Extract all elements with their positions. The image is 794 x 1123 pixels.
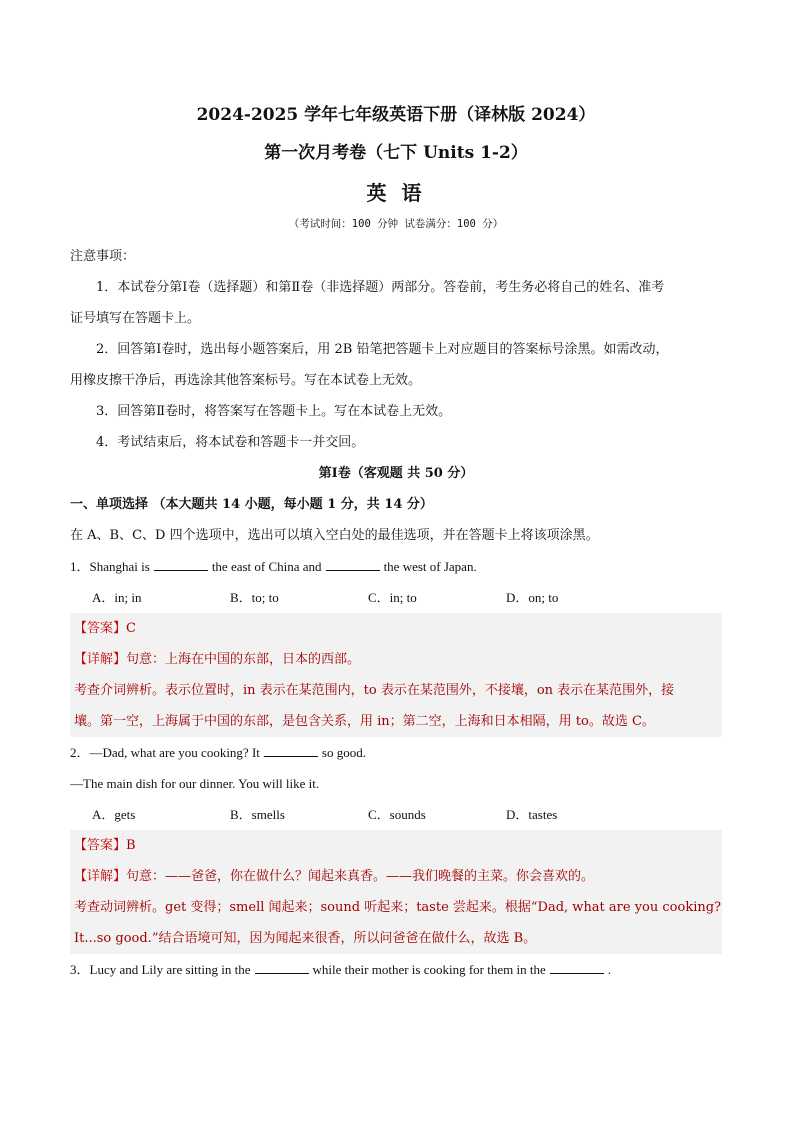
stem-text: 1．Shanghai is: [70, 559, 150, 574]
answer-blank: [326, 556, 380, 571]
stem-text: 2．—Dad, what are you cooking? It: [70, 745, 260, 760]
analysis-line: It...so good.”结合语境可知，因为闻起来很香，所以问爸爸在做什么，故选 B。: [74, 931, 537, 946]
notice-line: 4．考试结束后，将本试卷和答题卡一并交回。: [96, 435, 365, 450]
answer-line: [70, 613, 722, 644]
question-stem: [70, 737, 722, 768]
detail-text: 句意：——爸爸，你在做什么？闻起来真香。——我们晚餐的主菜。你会喜欢的。: [126, 869, 595, 884]
stem-text: the west of Japan.: [383, 559, 477, 574]
section-title: 一、单项选择 （本大题共 14 小题，每小题 1 分，共 14 分）: [70, 497, 433, 512]
stem-text: while their mother is cooking for them in the: [312, 962, 546, 977]
detail-tag: 【详解】: [74, 652, 127, 667]
answer-line: [70, 830, 722, 861]
question-stem: [70, 551, 722, 582]
option-b: B．to; to: [230, 590, 279, 605]
notice-line: 1．本试卷分第Ⅰ卷（选择题）和第Ⅱ卷（非选择题）两部分。答卷前，考生务必将自己的姓名、准考: [96, 280, 665, 295]
exam-subtitle: 第一次月考卷（七下 Units 1-2）: [264, 143, 528, 163]
option-c: C．sounds: [368, 807, 426, 822]
answer-box: [70, 613, 722, 737]
notice-heading: 注意事项：: [70, 249, 136, 264]
option-c: C．in; to: [368, 590, 417, 605]
notice-line: 用橡皮擦干净后，再选涂其他答案标号。写在本试卷上无效。: [70, 373, 422, 388]
answer-blank: [255, 959, 309, 974]
detail-text: 句意：上海在中国的东部，日本的西部。: [126, 652, 361, 667]
answer-blank: [264, 742, 318, 757]
notice-line: 3．回答第Ⅱ卷时，将答案写在答题卡上。写在本试卷上无效。: [96, 404, 452, 419]
answer-blank: [154, 556, 208, 571]
stem-text: so good.: [321, 745, 366, 760]
detail-tag: 【详解】: [74, 869, 127, 884]
section-instruction: 在 A、B、C、D 四个选项中，选出可以填入空白处的最佳选项，并在答题卡上将该项涂黑。: [70, 528, 599, 543]
answer-blank: [550, 959, 604, 974]
answer-value: C: [126, 621, 136, 636]
option-b: B．smells: [230, 807, 285, 822]
part1-title: 第Ⅰ卷（客观题 共 50 分）: [318, 466, 474, 481]
answer-tag: 【答案】: [74, 838, 127, 853]
notice-line: 2．回答第Ⅰ卷时，选出每小题答案后，用 2B 铅笔把答题卡上对应题目的答案标号涂黑。如需改动，: [96, 342, 669, 357]
answer-value: B: [126, 838, 136, 853]
stem-text: the east of China and: [211, 559, 322, 574]
question-options: [70, 582, 722, 613]
analysis-line: 壤。第一空，上海属于中国的东部，是包含关系，用 in；第二空，上海和日本相隔，用 to。故选 C。: [74, 714, 655, 729]
notice-line: 证号填写在答题卡上。: [70, 311, 201, 326]
detail-line: [70, 644, 722, 675]
option-a: A．in; in: [92, 590, 142, 605]
stem-text: .: [607, 962, 611, 977]
stem-text: 3．Lucy and Lily are sitting in the: [70, 962, 251, 977]
detail-line: [70, 861, 722, 892]
option-d: D．tastes: [506, 807, 558, 822]
subject-title: 英 语: [366, 181, 426, 205]
answer-box: [70, 830, 722, 954]
analysis-line: 考查介词辨析。表示位置时，in 表示在某范围内，to 表示在某范围外，不接壤，on 表示在某范围外，接: [74, 683, 675, 698]
answer-tag: 【答案】: [74, 621, 127, 636]
exam-title: 2024-2025 学年七年级英语下册（译林版 2024）: [196, 105, 596, 125]
analysis-line: 考查动词辨析。get 变得；smell 闻起来；sound 听起来；taste 尝起来。根据“Dad, what are you cooking?: [74, 900, 722, 915]
exam-info: （考试时间：100 分钟 试卷满分：100 分）: [288, 218, 504, 230]
option-d: D．on; to: [506, 590, 559, 605]
question-options: [70, 799, 722, 830]
question-stem-line2: —The main dish for our dinner. You will like it.: [70, 776, 320, 791]
question-stem: [70, 954, 722, 985]
option-a: A．gets: [92, 807, 136, 822]
